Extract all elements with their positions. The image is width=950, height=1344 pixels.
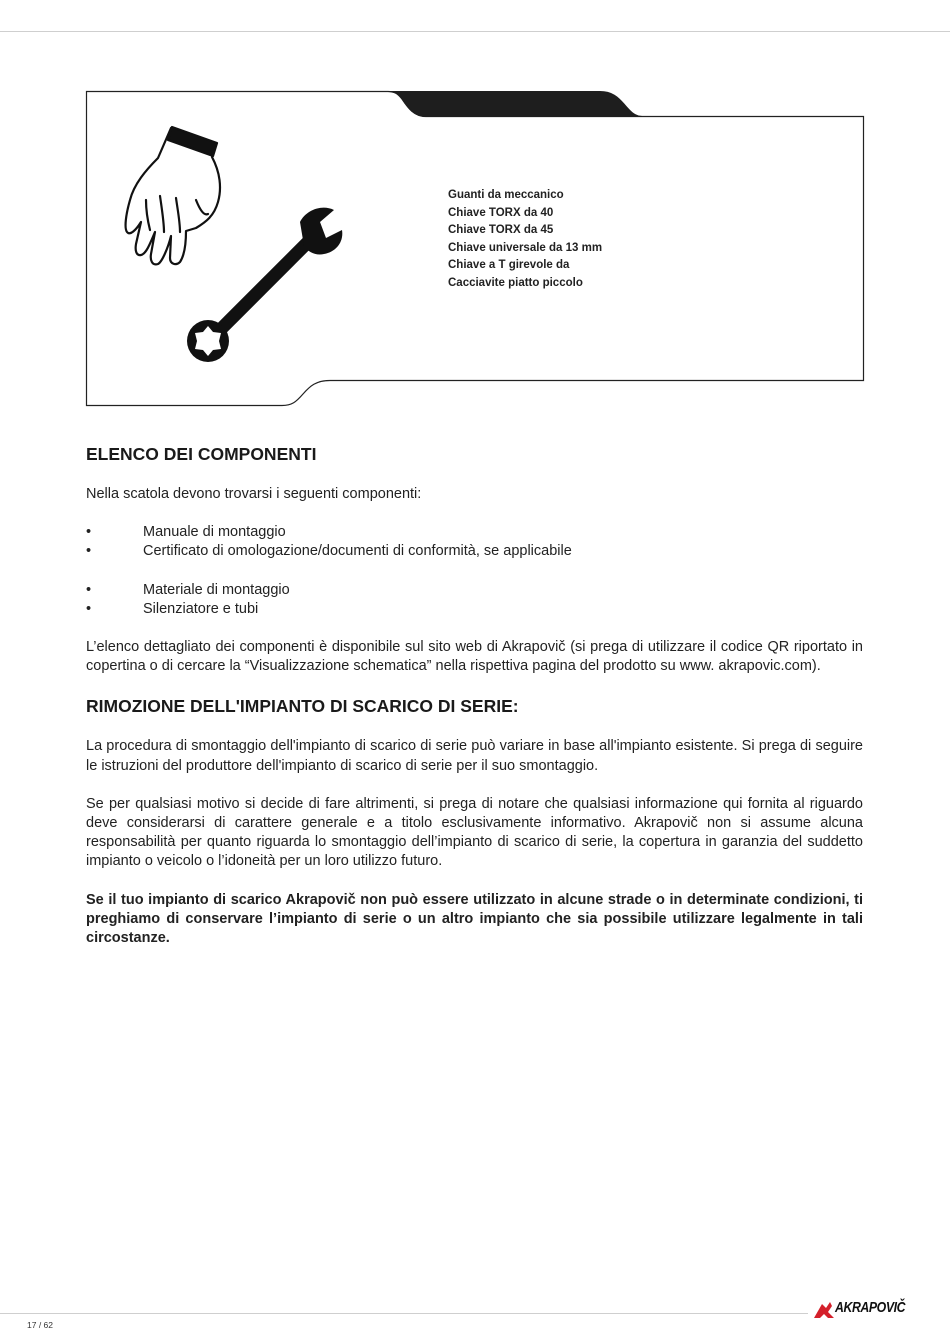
list-item: • Materiale di montaggio: [86, 581, 863, 600]
main-content: [86, 443, 863, 967]
removal-paragraph-2: Se per qualsiasi motivo si decide di fare altrimenti, si prega di notare che qualsiasi informazione qui fornita al riguardo deve considerarsi di carattere generale e a titolo esclusivamente informativo. Akrapovič non si assume alcuna responsabilità per quanto riguarda lo smontaggio dell’impianto di scarico di serie, la copertura in garanzia del suddetto impianto o veicolo o l’idoneità per un loro utilizzo futuro.: [86, 795, 863, 870]
scorpion-icon: [814, 1302, 834, 1318]
components-intro: Nella scatola devono trovarsi i seguenti componenti:: [86, 486, 422, 502]
removal-heading: RIMOZIONE DELL'IMPIANTO DI SCARICO DI SERIE:: [86, 696, 519, 717]
removal-warning: Se il tuo impianto di scarico Akrapovič non può essere utilizzato in alcune strade o in determinate condizioni, ti preghiamo di conservare l’impianto di serie o un altro impianto che sia possibile utilizzare legalmente in tali circostanze.: [86, 891, 863, 947]
removal-paragraph-1: La procedura di smontaggio dell'impianto di scarico di serie può variare in base all'impianto esistente. Si prega di seguire le istruzioni del produttore dell'impianto di scarico di serie per il suo smontaggio.: [86, 738, 863, 774]
footer-rule: [0, 1313, 808, 1314]
glove-icon: [126, 127, 220, 264]
tools-list: [448, 187, 602, 293]
list-item: • Certificato di omologazione/documenti di conformità, se applicabile: [86, 542, 863, 561]
tool-item: Chiave TORX da 40: [448, 206, 554, 219]
components-note: L’elenco dettagliato dei componenti è disponibile sul sito web di Akrapovič (si prega di utilizzare il codice QR riportato in copertina o di cercare la “Visualizzazione schematica” nella rispettiva pagina del prodotto su www. akrapovic.com).: [86, 639, 863, 675]
tool-item: Chiave TORX da 45: [448, 224, 554, 237]
components-list-2: [86, 581, 863, 619]
tool-item: Chiave a T girevole da: [448, 259, 570, 272]
components-list-1: [86, 523, 863, 561]
list-item: • Silenziatore e tubi: [86, 600, 863, 619]
list-item: • Manuale di montaggio: [86, 523, 863, 542]
wrench-icon: [187, 208, 342, 362]
components-heading: ELENCO DEI COMPONENTI: [86, 444, 317, 464]
page-number: 17 / 62: [27, 1320, 53, 1330]
logo-text: AKRAPOVIČ: [835, 1299, 906, 1316]
tool-item: Guanti da meccanico: [448, 189, 564, 201]
tool-item: Cacciavite piatto piccolo: [448, 276, 583, 289]
tool-item: Chiave universale da 13 mm: [448, 241, 603, 254]
